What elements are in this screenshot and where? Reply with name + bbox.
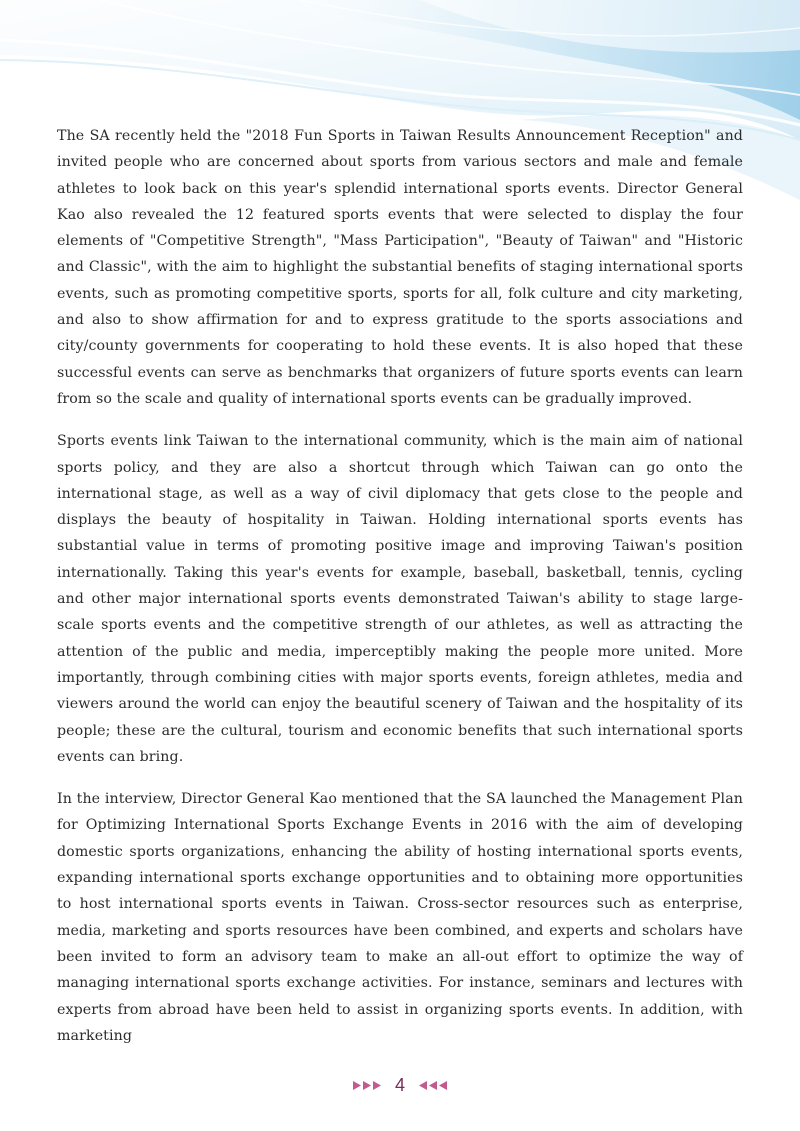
triple-left-arrow-icon — [419, 1081, 447, 1090]
page-footer — [0, 1070, 800, 1100]
page-number: 4 — [394, 1074, 405, 1095]
paragraph: Sports events link Taiwan to the international community, which is the main aim of national sports policy, and they are also a shortcut through which Taiwan can go onto the international stage, as well as a way of civil diplomacy that gets close to the people and displays the beauty of hospitality in Taiwan. Holding international sports events has substantial value in terms of promoting positive image and improving Taiwan's position internationally. Taking this year's events for example, baseball, basketball, tennis, cycling and other major international sports events demonstrated Taiwan's ability to stage large-scale sports events and the competitive strength of our athletes, as well as attracting the attention of the public and media, imperceptibly making the people more united. More importantly, through combining cities with major sports events, foreign athletes, media and viewers around the world can enjoy the beautiful scenery of Taiwan and the hospitality of its people; these are the cultural, tourism and economic benefits that such international sports events can bring. — [57, 433, 743, 765]
paragraph: The SA recently held the "2018 Fun Sports in Taiwan Results Announcement Reception" and invited people who are concerned about sports from various sectors and male and female athletes to look back on this year's splendid international sports events. Director General Kao also revealed the 12 featured sports events that were selected to display the four elements of "Competitive Strength", "Mass Participation", "Beauty of Taiwan" and "Historic and Classic", with the aim to highlight the substantial benefits of staging international sports events, such as promoting competitive sports, sports for all, folk culture and city marketing, and also to show affirmation for and to express gratitude to the sports associations and city/county governments for cooperating to hold these events. It is also hoped that these successful events can serve as benchmarks that organizers of future sports events can learn from so the scale and quality of international sports events can be gradually improved. — [57, 128, 743, 407]
paragraph: In the interview, Director General Kao mentioned that the SA launched the Management Plan for Optimizing International Sports Exchange Events in 2016 with the aim of developing domestic sports organizations, enhancing the ability of hosting international sports events, expanding international sports exchange opportunities and to obtaining more opportunities to host international sports events in Taiwan. Cross-sector resources such as enterprise, media, marketing and sports resources have been combined, and experts and scholars have been invited to form an advisory team to make an all-out effort to optimize the way of managing international sports exchange activities. For instance, seminars and lectures with experts from abroad have been held to assist in organizing sports events. In addition, with marketing — [57, 791, 743, 1044]
triple-right-arrow-icon — [353, 1081, 381, 1090]
article-body — [57, 123, 743, 1065]
